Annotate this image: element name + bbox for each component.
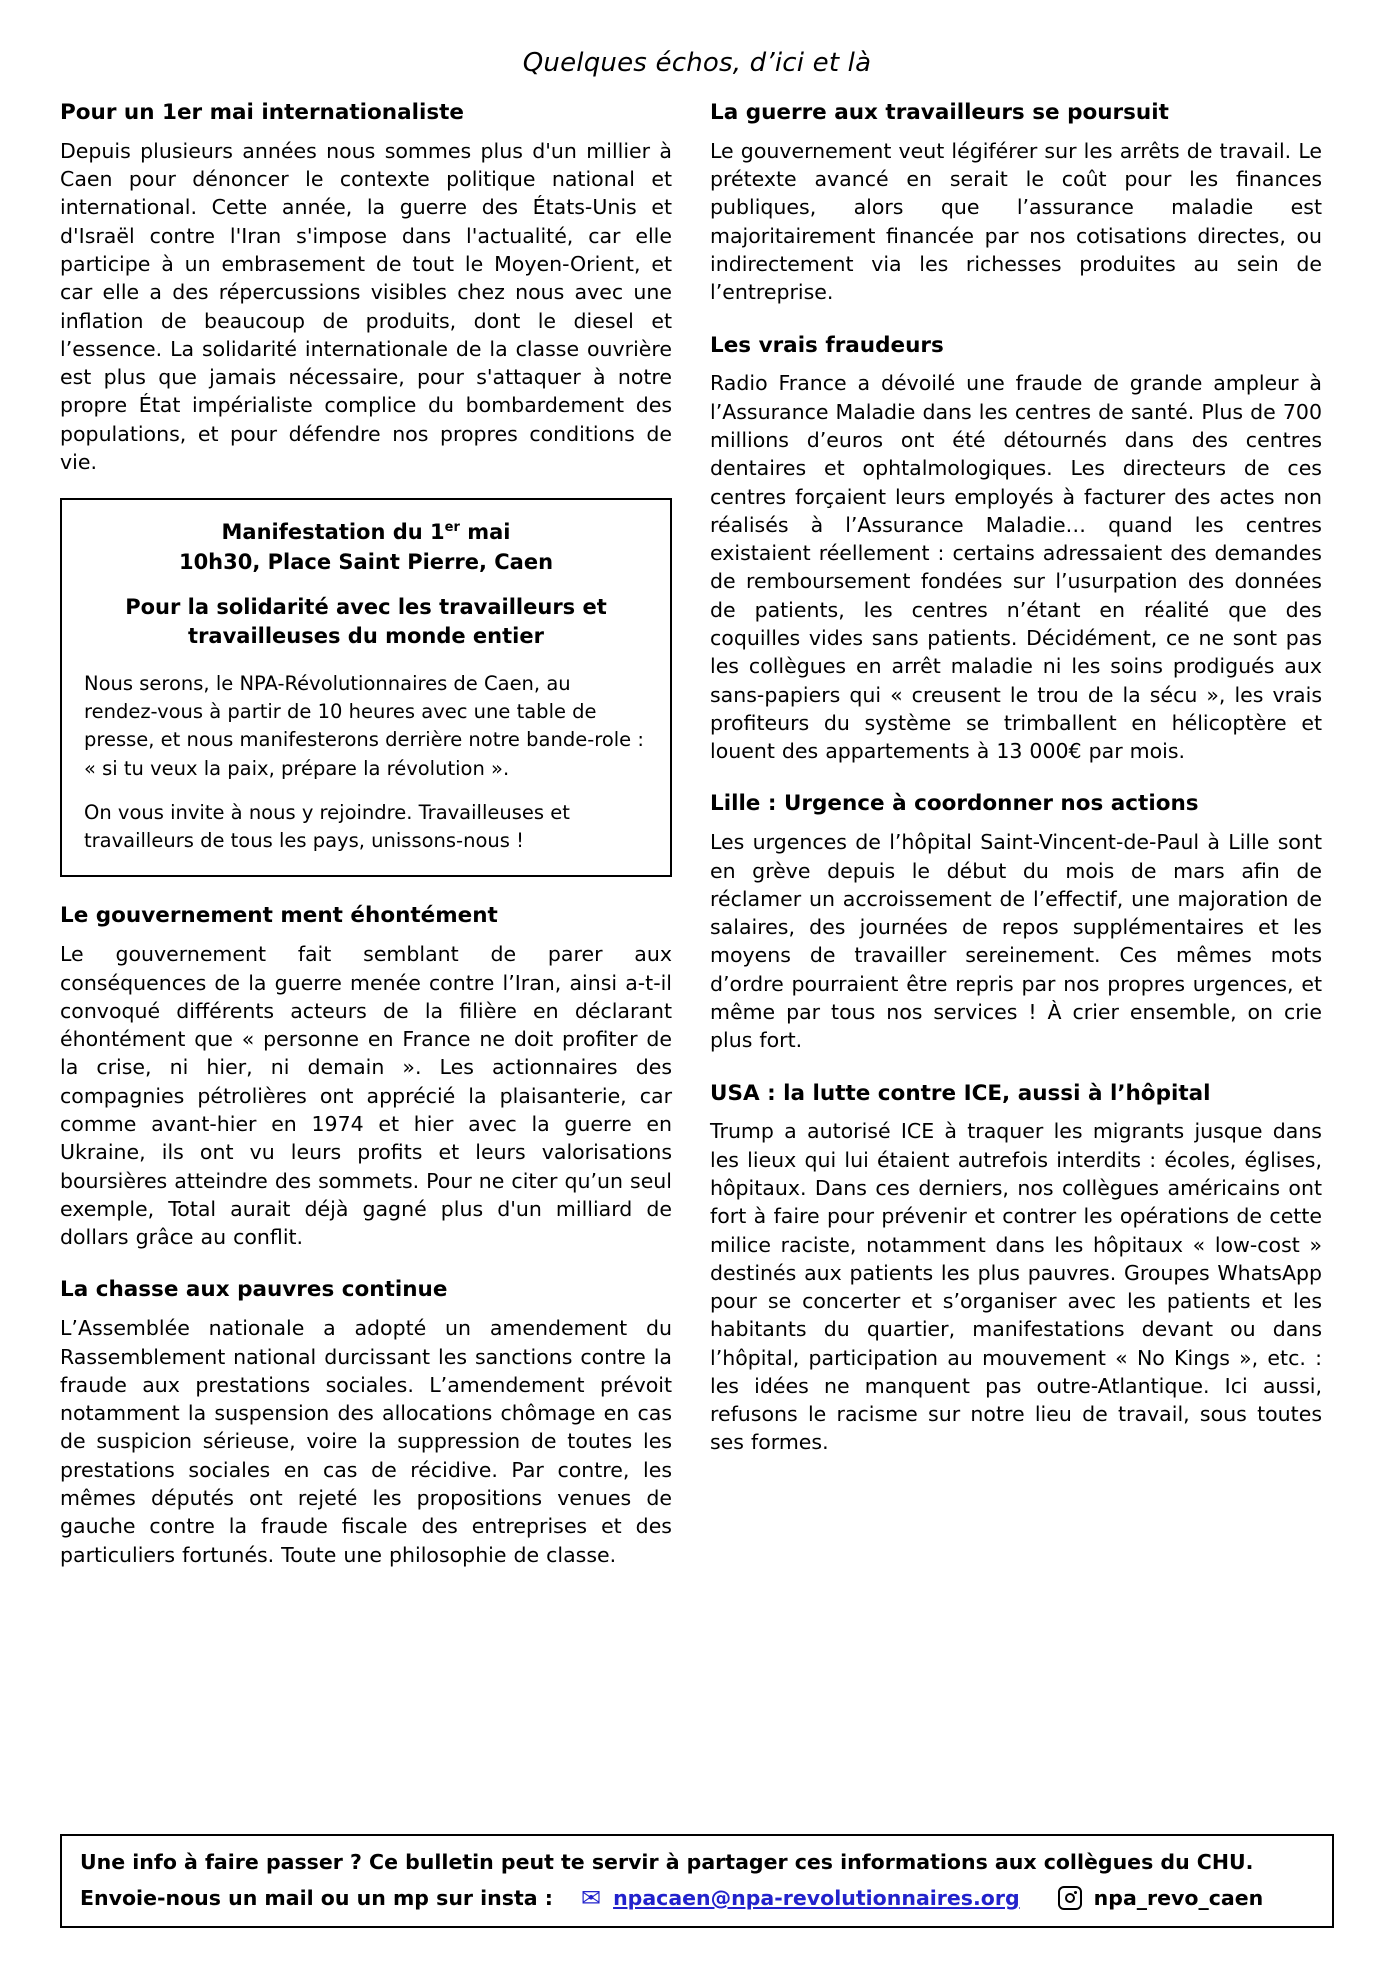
section-body-guerre-travailleurs: Le gouvernement veut légiférer sur les arrêts de travail. Le prétexte avancé en serait le coût pour les finances publiques, alors que l’assurance maladie est majoritairement financée par nos cotisations directes, ou indirectement via les richesses produites au sein de l’entreprise. (710, 138, 1322, 305)
section-body-gouvernement-ment: Le gouvernement fait semblant de parer aux conséquences de la guerre menée contre l’Iran, ainsi a-t-il convoqué différents acteurs de la filière en déclarant éhontément que « personne en France ne doit profiter de la crise, ni hier, ni demain ». Les actionnaires des compagnies pétrolières ont apprécié la plaisanterie, car comme avant-hier en 1974 et hier avec la guerre en Ukraine, ils ont vu leurs profits et leurs valorisations boursières atteindre des sommets. Pour ne citer qu’un seul exemple, Total aurait déjà gagné plus d'un milliard de dollars grâce au conflit. (60, 942, 672, 1250)
section-body-1er-mai: Depuis plusieurs années nous sommes plus d'un millier à Caen pour dénoncer le contexte politique national et international. Cette année, la guerre des États-Unis et d'Israël contre l'Iran s'impose dans l'actualité, car elle participe à un embrasement de tout le Moyen-Orient, et car elle a des répercussions visibles chez nous avec une inflation de beaucoup de produits, dont le diesel et l’essence. La solidarité internationale de la classe ouvrière est plus que jamais nécessaire, pour s'attaquer à notre propre État impérialiste complice du bombardement des populations, et pour défendre nos propres conditions de vie. (60, 138, 672, 474)
contact-footer (60, 1834, 1334, 1928)
callout-title-line2: 10h30, Place Saint Pierre, Caen (178, 549, 554, 574)
section-body-vrais-fraudeurs: Radio France a dévoilé une fraude de grande ampleur à l’Assurance Maladie dans les centres de santé. Plus de 700 millions d’euros ont été détournés dans des centres dentaires et ophtalmologiques. Les directeurs de ces centres forçaient leurs employés à facturer des actes non réalisés à l’Assurance Maladie… quand les centres existaient réellement : certains adressaient des demandes de remboursement fondées sur l’usurpation des données de patients, les centres n’étant en réalité que des coquilles vides sans patients. Décidément, ce ne sont pas les collègues en arrêt maladie ni les soins prodigués aux sans-papiers qui « creusent le trou de la sécu », les vrais profiteurs du système se trimballent en hélicoptère et louent des appartements à 13 000€ par mois. (710, 371, 1322, 764)
section-body-usa-ice: Trump a autorisé ICE à traquer les migrants jusque dans les lieux qui lui étaient autrefois interdits : écoles, églises, hôpitaux. Dans ces derniers, nos collègues américains ont fort à faire pour prévenir et contrer les opérations de cette milice raciste, notamment dans les hôpitaux « low-cost » destinés aux patients les plus pauvres. Groupes WhatsApp pour se concerter et s’organiser avec les patients et les habitants du quartier, manifestations devant ou dans l’hôpital, participation au mouvement « No Kings », etc. : les idées ne manquent pas outre-Atlantique. Ici aussi, refusons le racisme sur notre lieu de travail, sous toutes ses formes. (710, 1119, 1322, 1455)
section-heading-lille-urgence: Lille : Urgence à coordonner nos actions (710, 791, 1199, 817)
right-column (710, 100, 1322, 1457)
callout-paragraph-1: Nous serons, le NPA-Révolutionnaires de Caen, au rendez-vous à partir de 10 heures avec une table de presse, et nous manifesterons derrière notre bande-role : « si tu veux la paix, prépare la révolution ». (84, 671, 644, 780)
page-title: Quelques échos, d’ici et là (522, 48, 872, 78)
callout-title-suffix: mai (459, 520, 511, 545)
section-body-chasse-aux-pauvres: L’Assemblée nationale a adopté un amendement du Rassemblement national durcissant les sanctions contre la fraude aux prestations sociales. L’amendement prévoit notamment la suspension des allocations chômage en cas de suspicion sérieuse, voire la suppression de toutes les prestations sociales en cas de récidive. Par contre, les mêmes députés ont rejeté les propositions venues de gauche contre la fraude fiscale des entreprises et des particuliers fortunés. Toute une philosophie de classe. (60, 1316, 672, 1567)
footer-info-text: Une info à faire passer ? Ce bulletin peut te servir à partager ces informations aux collègues du CHU. (80, 1850, 1254, 1874)
section-heading-vrais-fraudeurs: Les vrais fraudeurs (710, 332, 944, 358)
two-column-layout (60, 100, 1334, 1569)
envelope-icon: ✉ (580, 1884, 602, 1912)
section-heading-guerre-travailleurs: La guerre aux travailleurs se poursuit (710, 100, 1169, 125)
callout-title-sup: er (444, 520, 460, 536)
footer-contact-row (80, 1886, 1314, 1910)
callout-title-line1 (222, 520, 511, 544)
instagram-icon (1058, 1886, 1082, 1910)
callout-subtitle: Pour la solidarité avec les travailleurs et travailleuses du monde entier (125, 595, 607, 649)
left-column (60, 100, 672, 1569)
instagram-handle[interactable]: npa_revo_caen (1093, 1886, 1264, 1910)
section-heading-chasse-aux-pauvres: La chasse aux pauvres continue (60, 1277, 448, 1303)
email-link[interactable]: npacaen@npa-revolutionnaires.org (613, 1886, 1020, 1910)
callout-title-prefix: Manifestation du 1 (221, 520, 445, 545)
section-heading-gouvernement-ment: Le gouvernement ment éhontément (60, 903, 498, 929)
section-heading-usa-ice: USA : la lutte contre ICE, aussi à l’hôpital (710, 1080, 1211, 1106)
callout-paragraph-2: On vous invite à nous y rejoindre. Travailleuses et travailleurs de tous les pays, unissons-nous ! (84, 800, 570, 853)
manifestation-callout (60, 498, 672, 877)
callout-title (84, 518, 648, 577)
section-body-lille-urgence: Les urgences de l’hôpital Saint-Vincent-de-Paul à Lille sont en grève depuis le début du mois de mars afin de réclamer un accroissement de l’effectif, une majoration de salaires, des journées de repos supplémentaires et les moyens de travailler sereinement. Ces mêmes mots d’ordre pourraient être repris par nos propres urgences, et même par tous nos services ! À crier ensemble, on crie plus fort. (710, 830, 1322, 1053)
footer-contact-label: Envoie-nous un mail ou un mp sur insta : (80, 1886, 553, 1910)
section-heading-1er-mai: Pour un 1er mai internationaliste (60, 100, 464, 125)
